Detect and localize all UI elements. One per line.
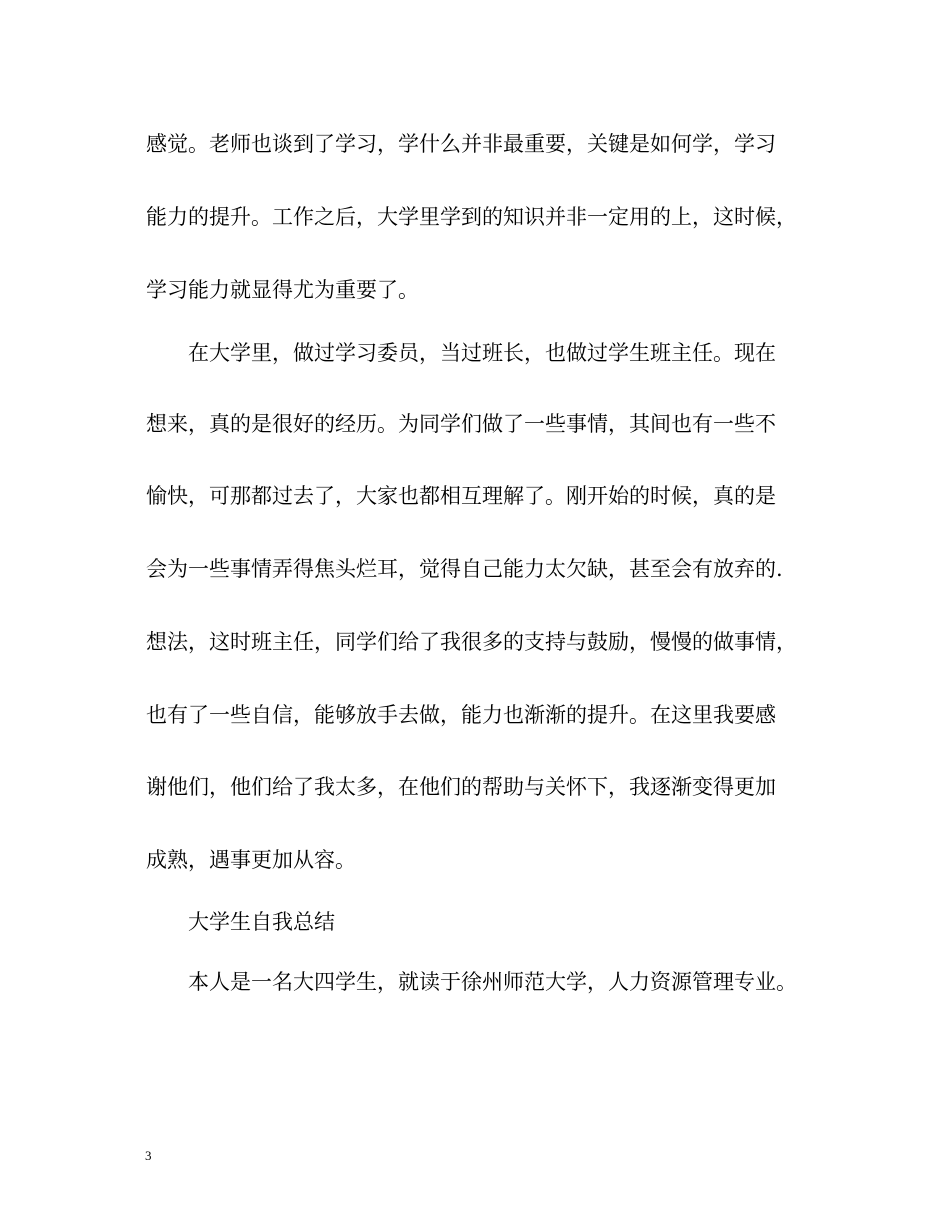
paragraph-line: 会为一些事情弄得焦头烂耳，觉得自己能力太欠缺，甚至会有放弃的.	[146, 557, 783, 581]
paragraph-line: 在大学里，做过学习委员，当过班长，也做过学生班主任。现在	[188, 341, 776, 365]
paragraph-line: 谢他们，他们给了我太多，在他们的帮助与关怀下，我逐渐变得更加	[146, 775, 776, 799]
paragraph-line: 也有了一些自信，能够放手去做，能力也渐渐的提升。在这里我要感	[146, 703, 776, 727]
paragraph-line: 学习能力就显得尤为重要了。	[146, 278, 419, 302]
paragraph-line: 本人是一名大四学生，就读于徐州师范大学，人力资源管理专业。	[188, 970, 797, 994]
paragraph-line: 能力的提升。工作之后，大学里学到的知识并非一定用的上，这时候，	[146, 205, 797, 229]
section-heading: 大学生自我总结	[188, 910, 335, 934]
paragraph-line: 愉快，可那都过去了，大家也都相互理解了。刚开始的时候，真的是	[146, 484, 776, 508]
page-number: 3	[145, 1148, 152, 1163]
paragraph-line: 想法，这时班主任，同学们给了我很多的支持与鼓励，慢慢的做事情，	[146, 630, 797, 654]
paragraph-line: 感觉。老师也谈到了学习，学什么并非最重要，关键是如何学，学习	[146, 132, 776, 156]
paragraph-line: 想来，真的是很好的经历。为同学们做了一些事情，其间也有一些不	[146, 412, 776, 436]
paragraph-line: 成熟，遇事更加从容。	[146, 848, 356, 872]
